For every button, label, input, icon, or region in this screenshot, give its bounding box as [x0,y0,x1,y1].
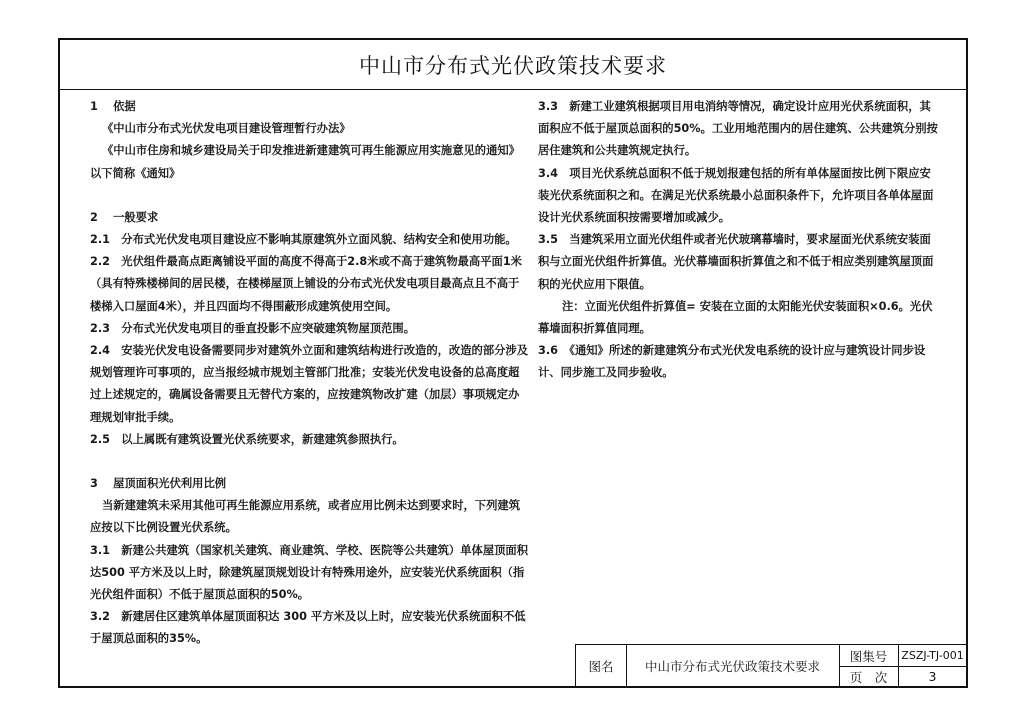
clause-3-4: 3.4 项目光伏系统总面积不低于规划报建包括的所有单体屋面按比例下限应安装光伏系统面积之和。在满足光伏系统最小总面积条件下，允许项目各单体屋面设计光伏系统面积按需要增加或减少。 [538,166,934,225]
drawing-name-value: 中山市分布式光伏政策技术要求 [644,659,820,674]
section-1-heading: 1 依据 [90,100,136,113]
section-3-intro: 当新建建筑未采用其他可再生能源应用系统，或者应用比例未达到要求时，下列建筑应按以下比例设置光伏系统。 [90,499,520,535]
title-divider [60,89,966,90]
page-title: 中山市分布式光伏政策技术要求 [359,54,667,78]
basis-item-1: 《中山市分布式光伏发电项目建设管理暂行办法》 [102,122,351,136]
clause-2-2: 2.2 光伏组件最高点距离铺设平面的高度不得高于2.8米或不高于建筑物最高平面1米（具有特殊楼梯间的居民楼，在楼梯屋顶上铺设的分布式光伏发电项目最高点且不高于楼梯入口屋面4米），并且四面均不得围蔽形成建筑使用空间。 [90,255,522,313]
clause-3-5-note: 注：立面光伏组件折算值= 安装在立面的太阳能光伏安装面积×0.6。光伏幕墙面积折算值同理。 [538,299,933,336]
drawing-name-label: 图名 [588,659,614,674]
clause-3-2: 3.2 新建居住区建筑单体屋顶面积达 300 平方米及以上时，应安装光伏系统面积不低于屋顶总面积的35%。 [90,610,526,646]
clause-2-1: 2.1 分布式光伏发电项目建设应不影响其原建筑外立面风貌、结构安全和使用功能。 [90,233,517,247]
spacer [90,185,530,207]
clause-3-1: 3.1 新建公共建筑（国家机关建筑、商业建筑、学校、医院等公共建筑）单体屋顶面积达500 平方米及以上时，除建筑屋顶规划设计有特殊用途外，应安装光伏系统面积（指光伏组件面积）不低于屋顶总面积的50%。 [90,543,529,602]
left-column [90,96,530,651]
right-column [538,96,942,385]
atlas-number-label: 图集号 [849,648,888,664]
section-3-heading: 3 屋顶面积光伏利用比例 [90,477,227,491]
page-number-value: 3 [928,669,937,684]
basis-item-2: 《中山市住房和城乡建设局关于印发推进新建建筑可再生能源应用实施意见的通知》以下简称《通知》 [90,144,520,180]
clause-2-5: 2.5 以上属既有建筑设置光伏系统要求，新建建筑参照执行。 [90,432,404,446]
clause-3-3: 3.3 新建工业建筑根据项目用电消纳等情况，确定设计应用光伏系统面积，其面积应不低于屋顶总面积的50%。工业用地范围内的居住建筑、公共建筑分别按居住建筑和公共建筑规定执行。 [538,100,938,158]
clause-3-5: 3.5 当建筑采用立面光伏组件或者光伏玻璃幕墙时，要求屋面光伏系统安装面积与立面光伏组件折算值。光伏幕墙面积折算值之和不低于相应类别建筑屋顶面积的光伏应用下限值。 [538,233,934,291]
clause-2-3: 2.3 分布式光伏发电项目的垂直投影不应突破建筑物屋顶范围。 [90,321,416,335]
clause-2-4: 2.4 安装光伏发电设备需要同步对建筑外立面和建筑结构进行改造的，改造的部分涉及规划管理许可事项的，应当报经城市规划主管部门批准；安装光伏发电设备的总高度超过上述规定的，确属设备需要且无替代方案的，应按建筑物改扩建（加层）事项规定办理规划审批手续。 [90,344,529,424]
clause-3-6: 3.6 《通知》所述的新建建筑分布式光伏发电系统的设计应与建筑设计同步设计、同步施工及同步验收。 [538,344,926,380]
spacer [90,451,530,473]
section-2-heading: 2 一般要求 [90,210,159,224]
atlas-number-value: ZSZJ-TJ-001 [901,649,964,662]
page-number-label: 页 次 [849,669,888,685]
title-block [575,644,968,688]
drawing-sheet [58,38,968,688]
